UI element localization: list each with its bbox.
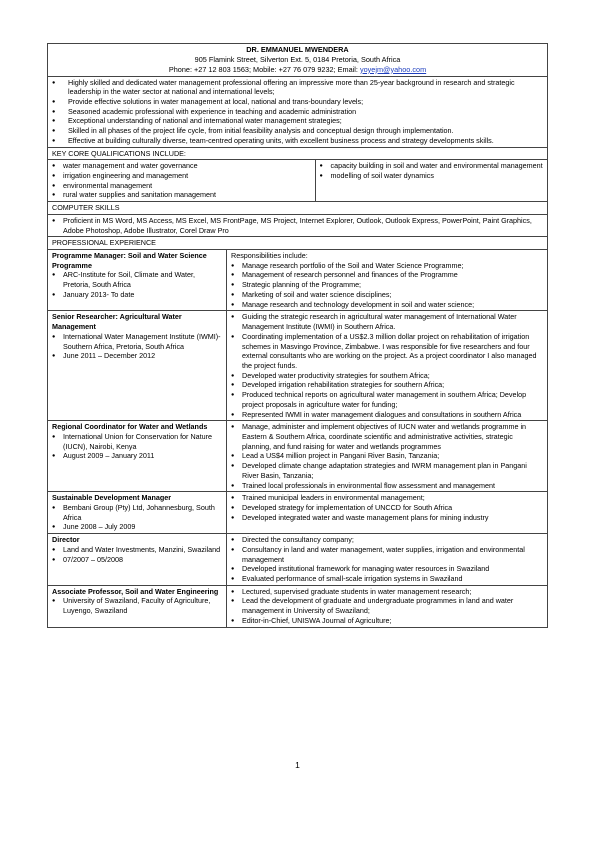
duty-item: ● Developed climate change adaptation strategies and IWRM management plan in Pangani River Basin, Tanzania; xyxy=(231,461,543,480)
cv-document xyxy=(47,43,548,628)
job-detail: ● January 2013- To date xyxy=(52,290,222,300)
duty-item: ● Guiding the strategic research in agricultural water management of International Water Management Institute (IWMI) in Southern Africa. xyxy=(231,312,543,331)
summary-item: ● Seasoned academic professional with experience in teaching and academic administration xyxy=(52,107,543,117)
qualifications-heading-row xyxy=(48,147,548,160)
duty-item: ● Lead a US$4 million project in Pangani River Basin, Tanzania; xyxy=(231,451,543,461)
computer-skills-cell xyxy=(48,214,548,236)
duty-item: ● Lead the development of graduate and undergraduate programmes in land and water management in University of Swaziland; xyxy=(231,596,543,615)
duty-item: ● Trained municipal leaders in environmental management; xyxy=(231,493,543,503)
job-row xyxy=(48,585,548,627)
duty-item: ● Manage, administer and implement objectives of IUCN water and wetlands programme in Eastern & Southern Africa, coordinate scientific and administrative activities, strategic planning, and fund raising for water and wetlands programmes xyxy=(231,422,543,451)
job-detail: ● University of Swaziland, Faculty of Agriculture, Luyengo, Swaziland xyxy=(52,596,222,615)
duty-list xyxy=(231,312,543,419)
page-number: 1 xyxy=(295,760,300,770)
qualifications-left-list xyxy=(52,161,311,200)
job-detail: ● International Union for Conservation for Nature (IUCN), Nairobi, Kenya xyxy=(52,432,222,451)
header-cell xyxy=(48,44,548,77)
phone-text: Phone: +27 12 803 1563; Mobile: +27 76 079 9232; Email: xyxy=(168,64,360,74)
job-summary xyxy=(48,311,227,421)
duty-list xyxy=(231,422,543,490)
qualification-item: ● water management and water governance xyxy=(52,161,311,171)
computer-skill-item: ● Proficient in MS Word, MS Access, MS Excel, MS FrontPage, MS Project, Internet Explorer, Outlook, Outlook Express, PowerPoint, Paint Graphics, Adobe Photoshop, Adobe Illustrator, Corel Draw Pro xyxy=(52,216,543,235)
duty-item: ● Editor-in-Chief, UNISWA Journal of Agriculture; xyxy=(231,616,543,626)
qualifications-row xyxy=(48,160,548,202)
job-row xyxy=(48,492,548,534)
summary-item: ● Exceptional understanding of national and international water management strategies; xyxy=(52,116,543,126)
duty-item: ● Marketing of soil and water science disciplines; xyxy=(231,290,543,300)
job-summary xyxy=(48,585,227,627)
job-duties xyxy=(227,311,548,421)
job-title: Director xyxy=(52,535,80,545)
duty-item: ● Developed water productivity strategies for southern Africa; xyxy=(231,371,543,381)
duties-intro: Responsibilities include: xyxy=(231,251,308,261)
qualification-item: ● modelling of soil water dynamics xyxy=(320,171,544,181)
summary-item: ● Effective at building culturally diverse, team-centred operating units, with excellent business process and strategy developments skills. xyxy=(52,136,543,146)
duty-item: ● Developed institutional framework for managing water resources in Swaziland xyxy=(231,564,543,574)
qualifications-right-list xyxy=(320,161,544,180)
qualifications-left xyxy=(48,160,315,201)
summary-cell xyxy=(48,76,548,147)
job-details xyxy=(52,270,222,299)
job-summary xyxy=(48,492,227,534)
duty-item: ● Manage research portfolio of the Soil and Water Science Programme; xyxy=(231,261,543,271)
duty-item: ● Developed integrated water and waste management plans for mining industry xyxy=(231,513,543,523)
job-summary xyxy=(48,421,227,492)
job-duties xyxy=(227,585,548,627)
email-link[interactable]: yoyejm@yahoo.com xyxy=(359,64,427,74)
job-duties xyxy=(227,492,548,534)
computer-row xyxy=(48,214,548,236)
summary-row xyxy=(48,76,548,147)
duty-item: ● Developed strategy for implementation of UNCCD for South Africa xyxy=(231,503,543,513)
job-row xyxy=(48,534,548,586)
duty-item: ● Trained local professionals in environmental flow assessment and management xyxy=(231,481,543,491)
job-detail: ● International Water Management Institute (IWMI)-Southern Africa, Pretoria, South Africa xyxy=(52,332,222,351)
cv-table xyxy=(47,43,548,628)
qualifications-table xyxy=(48,160,547,201)
duty-item: ● Manage research and technology development in soil and water science; xyxy=(231,300,543,310)
summary-item: ● Skilled in all phases of the project life cycle, from initial feasibility analysis and conceptual design through implementation. xyxy=(52,126,543,136)
job-details xyxy=(52,545,222,564)
job-row xyxy=(48,311,548,421)
qualification-item: ● irrigation engineering and management xyxy=(52,171,311,181)
qualification-item: ● environmental management xyxy=(52,181,311,191)
address: 905 Flamink Street, Silverton Ext. 5, 0184 Pretoria, South Africa xyxy=(194,54,401,64)
job-duties xyxy=(227,250,548,311)
job-title: Programme Manager: Soil and Water Science Programme xyxy=(52,251,207,270)
duty-item: ● Strategic planning of the Programme; xyxy=(231,280,543,290)
summary-list xyxy=(52,78,543,146)
job-summary xyxy=(48,534,227,586)
experience-heading-row xyxy=(48,237,548,250)
duty-item: ● Represented IWMI in water management dialogues and consultations in southern Africa xyxy=(231,410,543,420)
experience-heading: PROFESSIONAL EXPERIENCE xyxy=(48,237,548,250)
job-row xyxy=(48,421,548,492)
job-details xyxy=(52,432,222,461)
duty-item: ● Directed the consultancy company; xyxy=(231,535,543,545)
qualifications-right xyxy=(315,160,547,201)
job-title: Sustainable Development Manager xyxy=(52,493,172,503)
summary-item: ● Highly skilled and dedicated water management professional offering an impressive more than 25-year background in research and strategic leadership in the water sector at national and international levels; xyxy=(52,78,543,97)
qualifications-cell xyxy=(48,160,548,202)
job-duties xyxy=(227,534,548,586)
duty-list xyxy=(231,587,543,626)
summary-item: ● Provide effective solutions in water management at local, national and trans-boundary levels; xyxy=(52,97,543,107)
qualification-item: ● rural water supplies and sanitation management xyxy=(52,190,311,200)
qualification-item: ● capacity building in soil and water and environmental management xyxy=(320,161,544,171)
job-summary xyxy=(48,250,227,311)
job-title: Associate Professor, Soil and Water Engineering xyxy=(52,586,219,596)
job-detail: ● June 2011 – December 2012 xyxy=(52,351,222,361)
job-details xyxy=(52,332,222,361)
job-row xyxy=(48,250,548,311)
job-detail: ● August 2009 – January 2011 xyxy=(52,451,222,461)
job-detail: ● June 2008 – July 2009 xyxy=(52,522,222,532)
duty-list xyxy=(231,535,543,584)
duty-item: ● Developed irrigation rehabilitation strategies for southern Africa; xyxy=(231,380,543,390)
duty-item: ● Coordinating implementation of a US$2.3 million dollar project on rehabilitation of irrigation schemes in Masvingo Province, Zimbabwe. I was responsible for five researchers and four external consultants who are working on the project. As a project coordinator I also managed the project funds. xyxy=(231,332,543,371)
duty-item: ● Produced technical reports on agricultural water management in southern Africa; Develop project proposals in agriculture water for funding; xyxy=(231,390,543,409)
computer-skills-list xyxy=(52,216,543,235)
job-detail: ● 07/2007 – 05/2008 xyxy=(52,555,222,565)
job-title: Regional Coordinator for Water and Wetlands xyxy=(52,422,208,432)
header-row xyxy=(48,44,548,77)
author-name: DR. EMMANUEL MWENDERA xyxy=(246,45,349,54)
duty-item: ● Evaluated performance of small-scale irrigation systems in Swaziland xyxy=(231,574,543,584)
job-details xyxy=(52,596,222,615)
computer-heading-row xyxy=(48,202,548,215)
job-duties xyxy=(227,421,548,492)
contact-line xyxy=(52,65,543,75)
duty-item: ● Consultancy in land and water management, water supplies, irrigation and environmental management xyxy=(231,545,543,564)
duty-item: ● Lectured, supervised graduate students in water management research; xyxy=(231,587,543,597)
job-detail: ● Bembani Group (Pty) Ltd, Johannesburg, South Africa xyxy=(52,503,222,522)
duty-item: ● Management of research personnel and finances of the Programme xyxy=(231,270,543,280)
job-detail: ● ARC-Institute for Soil, Climate and Water, Pretoria, South Africa xyxy=(52,270,222,289)
job-title: Senior Researcher: Agricultural Water Management xyxy=(52,312,182,332)
duty-list xyxy=(231,261,543,310)
job-detail: ● Land and Water Investments, Manzini, Swaziland xyxy=(52,545,222,555)
duty-list xyxy=(231,493,543,522)
computer-skills-heading: COMPUTER SKILLS xyxy=(48,202,548,215)
job-details xyxy=(52,503,222,532)
qualifications-heading: KEY CORE QUALIFICATIONS INCLUDE: xyxy=(48,147,548,160)
